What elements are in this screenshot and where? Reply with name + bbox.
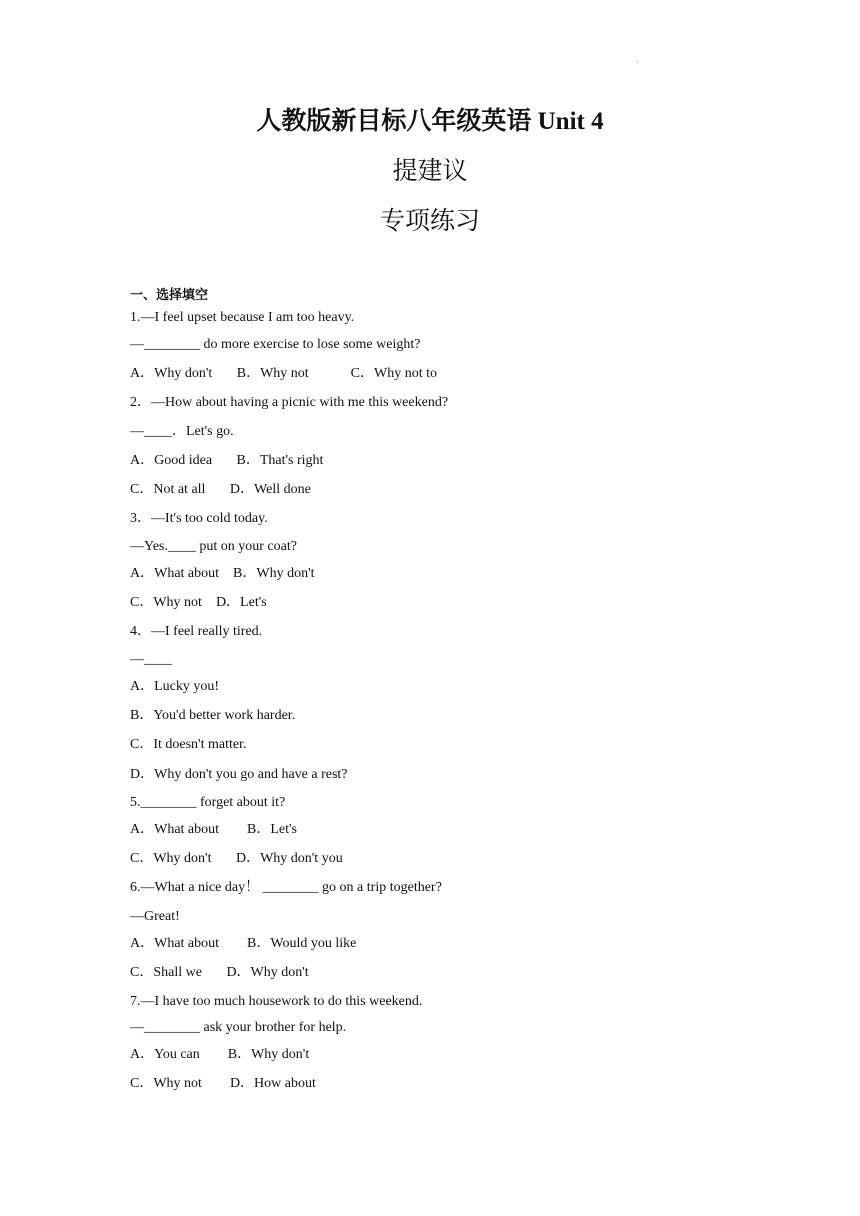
question-line: —Great! <box>130 909 180 924</box>
question-line: C．Why not D．How about <box>130 1076 316 1091</box>
corner-mark: · <box>636 58 639 67</box>
question-line: A．What about B．Would you like <box>130 936 357 951</box>
question-line: C．Why not D．Let's <box>130 595 267 610</box>
question-line: —Yes.____ put on your coat? <box>130 539 297 554</box>
question-line: 2．—How about having a picnic with me this weekend? <box>130 395 449 410</box>
question-line: 5.________ forget about it? <box>130 795 286 810</box>
document-subtitle: 提建议 <box>392 158 468 185</box>
question-line: C．It doesn't matter. <box>130 737 247 752</box>
question-line: 6.—What a nice day！ ________ go on a trip together? <box>130 880 442 895</box>
document-title: 人教版新目标八年级英语 Unit 4 <box>256 108 604 135</box>
question-line: A．Good idea B．That's right <box>130 453 324 468</box>
question-line: A．What about B．Let's <box>130 822 297 837</box>
question-line: 7.—I have too much housework to do this weekend. <box>130 994 423 1009</box>
question-line: A．What about B．Why don't <box>130 566 315 581</box>
question-line: C．Shall we D．Why don't <box>130 965 309 980</box>
document-subtitle-practice: 专项练习 <box>379 208 480 235</box>
question-line: —________ do more exercise to lose some weight? <box>130 337 421 352</box>
question-line: —____．Let's go. <box>130 424 234 439</box>
question-line: D．Why don't you go and have a rest? <box>130 767 348 782</box>
question-line: C．Why don't D．Why don't you <box>130 851 343 866</box>
question-list <box>130 308 730 1094</box>
question-line: —____ <box>130 652 172 667</box>
question-line: —________ ask your brother for help. <box>130 1020 347 1035</box>
question-line: A．You can B．Why don't <box>130 1047 310 1062</box>
question-line: 4．—I feel really tired. <box>130 624 263 639</box>
question-line: 3．—It's too cold today. <box>130 511 268 526</box>
section-heading: 一、选择填空 <box>130 288 209 303</box>
question-line: A．Lucky you! <box>130 679 220 694</box>
question-line: C．Not at all D．Well done <box>130 482 311 497</box>
question-line: B．You'd better work harder. <box>130 708 296 723</box>
question-line: A．Why don't B．Why not C．Why not to <box>130 366 438 381</box>
question-line: 1.—I feel upset because I am too heavy. <box>130 310 355 325</box>
